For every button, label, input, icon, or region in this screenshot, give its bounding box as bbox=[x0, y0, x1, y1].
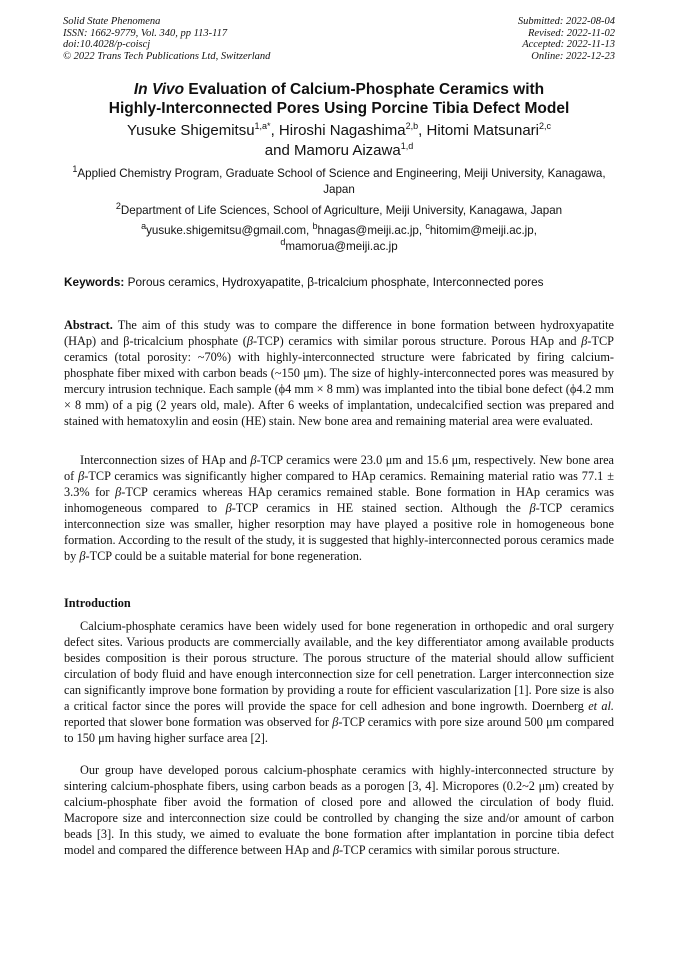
author-affiliation-mark: 1,a* bbox=[254, 121, 271, 131]
email-address[interactable]: hitomim@meiji.ac.jp, bbox=[429, 224, 537, 237]
paper-title bbox=[0, 80, 678, 118]
text-run: -TCP ceramics with pore size around 500 μm compared to 150 μm having higher surface area [2]. bbox=[64, 715, 614, 746]
email-mark: a bbox=[141, 221, 147, 232]
abstract-text bbox=[64, 318, 614, 428]
title-line-1-rest: Evaluation of Calcium-Phosphate Ceramics with bbox=[184, 81, 545, 98]
italic-text-run: et al. bbox=[588, 699, 614, 714]
affiliation-2 bbox=[70, 203, 608, 219]
introduction-text bbox=[64, 762, 614, 858]
title-line-2: Highly-Interconnected Pores Using Porcine Tibia Defect Model bbox=[108, 100, 570, 117]
author-name: Yusuke Shigemitsu bbox=[126, 122, 255, 139]
italic-text-run: β bbox=[79, 549, 86, 564]
journal-info bbox=[63, 16, 270, 62]
abstract-text bbox=[64, 452, 614, 564]
affiliation-text: Department of Life Sciences, School of Agriculture, Meiji University, Kanagawa, Japan bbox=[120, 204, 563, 217]
abstract-paragraph-2 bbox=[64, 452, 614, 564]
text-run: reported that slower bone formation was observed for bbox=[64, 715, 333, 730]
author-affiliation-mark: 2,c bbox=[539, 121, 552, 131]
author-line-1 bbox=[0, 121, 678, 141]
abstract-paragraph-1 bbox=[64, 317, 614, 429]
italic-text-run: β bbox=[581, 334, 588, 349]
author-name: Hiroshi Nagashima bbox=[278, 122, 406, 139]
author-list bbox=[0, 121, 678, 161]
revised-date: Revised: 2022-11-02 bbox=[528, 27, 615, 39]
text-run: -TCP ceramics with similar porous structure. bbox=[338, 843, 560, 858]
journal-name: Solid State Phenomena bbox=[63, 16, 161, 27]
text-run: Calcium-phosphate ceramics have been widely used for bone regeneration in orthopedic and oral surgery defect sites. Various products are commercially available, and the key differentiator among available products besides composition is their porous structure. The porous structure of the material should allow sufficient circulation of body fluid and have enough interconnection size for cell penetration. Larger interconnection size can significantly improve bone formation by providing a route for efficient vascularization [1]. Pore size is also a critical factor since the pores will provide the space for cell adhesion and bone ingrowth. Doernberg bbox=[64, 619, 614, 714]
text-run: -TCP ceramics (total porosity: ~70%) with highly-interconnected structure were fabricated by firing calcium-phosphate fiber mixed with carbon beads (~150 μm). The size of highly-interconnected pores was measured by mercury intrusion technique. Each sample (ϕ4 mm × 8 mm) was implanted into the tibial bone defect (ϕ4.2 mm × 8 mm) of a pig (2 years old, male). After 6 weeks of implantation, undecalcified section was prepared and stained with hematoxylin and eosin (HE) stain. New bone area and remaining material area were evaluated. bbox=[64, 334, 614, 429]
accepted-date: Accepted: 2022-11-13 bbox=[522, 39, 615, 51]
text-run: -TCP ceramics whereas HAp ceramics remained stable. Bone formation in HAp ceramics was inhomogeneous compared to bbox=[64, 485, 615, 516]
submission-dates bbox=[518, 16, 615, 62]
online-date: Online: 2022-12-23 bbox=[531, 50, 615, 62]
text-run: Interconnection sizes of HAp and bbox=[80, 453, 251, 467]
introduction-paragraph-2 bbox=[64, 762, 614, 858]
italic-text-run: β bbox=[115, 485, 122, 500]
italic-text-run: β bbox=[250, 453, 257, 467]
affiliation-1 bbox=[70, 166, 608, 198]
keywords-label: Keywords: bbox=[64, 275, 125, 289]
introduction-paragraph-1 bbox=[64, 618, 614, 746]
text-run: -TCP ceramics was significantly higher compared to HAp ceramics. Remaining material ratio was 77.1 ± 3.3% for bbox=[64, 469, 614, 500]
author-affiliation-mark: 2,b bbox=[405, 121, 419, 131]
email-line-1 bbox=[70, 223, 608, 239]
abstract-label: Abstract. bbox=[64, 318, 113, 332]
text-run: -TCP ceramics interconnection size was smaller, higher resorption may have played a positive role in homogeneous bone formation. According to the result of the study, it is suggested that highly-interconnected porous ceramics made by bbox=[64, 501, 614, 564]
italic-text-run: β bbox=[78, 469, 85, 484]
email-address[interactable]: mamorua@meiji.ac.jp bbox=[285, 240, 398, 253]
text-run: -TCP ceramics were 23.0 μm and 15.6 μm, respectively. New bone area of bbox=[64, 453, 614, 484]
affiliation-mark: 1 bbox=[72, 164, 78, 175]
affiliation-mark: 2 bbox=[115, 201, 121, 212]
keywords-text: Porous ceramics, Hydroxyapatite, β-tricalcium phosphate, Interconnected pores bbox=[124, 275, 544, 289]
text-run: -TCP ceramics in HE stained section. Although the bbox=[231, 501, 530, 516]
email-list bbox=[70, 223, 608, 255]
email-mark: d bbox=[280, 237, 286, 248]
submitted-date: Submitted: 2022-08-04 bbox=[517, 16, 615, 27]
author-affiliation-mark: 1,d bbox=[400, 141, 414, 151]
author-line-2 bbox=[0, 141, 678, 161]
author-separator: , bbox=[270, 122, 279, 139]
copyright-line: © 2022 Trans Tech Publications Ltd, Switzerland bbox=[63, 50, 271, 62]
italic-text-run: β bbox=[225, 501, 232, 516]
doi-line: doi:10.4028/p-coiscj bbox=[63, 39, 151, 51]
email-mark: c bbox=[425, 221, 430, 232]
issn-line: ISSN: 1662-9779, Vol. 340, pp 113-117 bbox=[63, 27, 228, 39]
email-line-2 bbox=[70, 239, 608, 255]
author-name: and Mamoru Aizawa bbox=[264, 142, 401, 159]
text-run: The aim of this study was to compare the difference in bone formation between hydroxyapatite (HAp) and β-tricalcium phosphate ( bbox=[64, 318, 614, 349]
italic-text-run: β bbox=[332, 843, 339, 858]
introduction-text bbox=[64, 618, 614, 746]
email-address[interactable]: hnagas@meiji.ac.jp, bbox=[317, 224, 426, 237]
keywords bbox=[64, 274, 616, 290]
italic-text-run: β bbox=[529, 501, 536, 516]
text-run: -TCP could be a suitable material for bone regeneration. bbox=[85, 549, 362, 564]
author-name: Hitomi Matsunari bbox=[426, 122, 540, 139]
section-heading-introduction: Introduction bbox=[64, 596, 131, 610]
italic-text-run: β bbox=[246, 334, 253, 349]
italic-text-run: β bbox=[332, 715, 339, 730]
email-address[interactable]: yusuke.shigemitsu@gmail.com, bbox=[146, 224, 313, 237]
author-separator: , bbox=[418, 122, 427, 139]
email-mark: b bbox=[312, 221, 318, 232]
title-italic: In Vivo bbox=[133, 81, 185, 98]
text-run: Our group have developed porous calcium-phosphate ceramics with highly-interconnected structure by sintering calcium-phosphate fibers, using carbon beads as a porogen [3, 4]. Micropores (0.2~2 μm) created by calcium-phosphate fiber avoid the formation of closed pore and allowed the circulation of body fluid. Macropore size and interconnection size could be controlled by changing the size and/or amount of carbon beads [3]. In this study, we aimed to evaluate the bone formation after implantation in porcine tibia defect model and compared the difference between HAp and bbox=[64, 763, 614, 858]
text-run: -TCP) ceramics with similar porous structure. Porous HAp and bbox=[252, 334, 582, 349]
title-line-1 bbox=[0, 80, 678, 99]
affiliation-text: Applied Chemistry Program, Graduate School of Science and Engineering, Meiji University, Kanagawa, Japan bbox=[77, 167, 606, 196]
